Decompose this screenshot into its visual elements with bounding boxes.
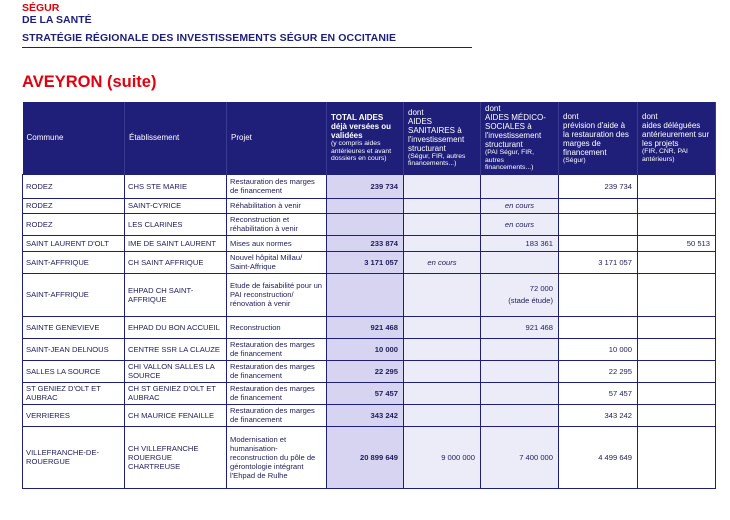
- cell-total: 10 000: [327, 338, 404, 360]
- cell-etablissement: LES CLARINES: [125, 213, 227, 235]
- cell-commune: SAINT-JEAN DELNOUS: [23, 338, 125, 360]
- col-deleguees: [638, 102, 716, 174]
- cell-commune: VILLEFRANCHE-DE-ROUERGUE: [23, 426, 125, 488]
- cell-sanitaires: [404, 404, 481, 426]
- col-etablissement: Établissement: [125, 102, 227, 174]
- cell-marges: 10 000: [559, 338, 638, 360]
- cell-medico: [481, 382, 559, 404]
- cell-medico: [481, 404, 559, 426]
- cell-projet: Nouvel hôpital Millau/ Saint-Affrique: [227, 251, 327, 273]
- col-marges-main: prévision d'aide à la restauration des marges de financement: [563, 120, 629, 157]
- col-deleguees-note: (FIR, CNR, PAI antérieurs): [642, 148, 688, 163]
- cell-medico: [481, 338, 559, 360]
- col-projet: Projet: [227, 102, 327, 174]
- cell-commune: RODEZ: [23, 198, 125, 213]
- cell-commune: ST GENIEZ D'OLT ET AUBRAC: [23, 382, 125, 404]
- cell-medico: [481, 174, 559, 198]
- cell-etablissement: SAINT-CYRICE: [125, 198, 227, 213]
- cell-sanitaires: 9 000 000: [404, 426, 481, 488]
- cell-commune: SAINT LAURENT D'OLT: [23, 235, 125, 251]
- cell-etablissement: EHPAD DU BON ACCUEIL: [125, 316, 227, 338]
- table-row: [23, 360, 716, 382]
- table-row: [23, 382, 716, 404]
- cell-medico: en cours: [481, 213, 559, 235]
- cell-medico: [481, 251, 559, 273]
- cell-deleguees: [638, 338, 716, 360]
- cell-etablissement: CHI VALLON SALLES LA SOURCE: [125, 360, 227, 382]
- cell-sanitaires: [404, 198, 481, 213]
- table-row: [23, 235, 716, 251]
- col-total-note: (y compris aides antérieures et avant dossiers en cours): [331, 140, 392, 162]
- cell-projet: Restauration des marges de financement: [227, 382, 327, 404]
- table-row: [23, 426, 716, 488]
- cell-medico: [481, 360, 559, 382]
- cell-marges: [559, 235, 638, 251]
- header-divider: [22, 47, 472, 48]
- table-row: [23, 316, 716, 338]
- cell-total: 343 242: [327, 404, 404, 426]
- col-marges-dont: dont: [563, 111, 579, 121]
- cell-commune: RODEZ: [23, 213, 125, 235]
- col-total-main: TOTAL AIDES déjà versées ou validées: [331, 113, 392, 140]
- cell-projet: Etude de faisabilité pour un PAI reconstruction/ rénovation à venir: [227, 273, 327, 316]
- cell-sanitaires: [404, 360, 481, 382]
- cell-marges: 3 171 057: [559, 251, 638, 273]
- cell-marges: [559, 213, 638, 235]
- table-header-row: [23, 102, 716, 174]
- table-row: [23, 213, 716, 235]
- investments-table: [22, 102, 716, 489]
- col-marges-note: (Ségur): [563, 156, 586, 164]
- cell-deleguees: 50 513: [638, 235, 716, 251]
- cell-marges: 57 457: [559, 382, 638, 404]
- col-medico-dont: dont: [485, 104, 501, 113]
- cell-projet: Restauration des marges de financement: [227, 360, 327, 382]
- cell-medico-note: (stade étude): [508, 296, 553, 305]
- cell-marges: 239 734: [559, 174, 638, 198]
- table-row: [23, 404, 716, 426]
- col-deleguees-dont: dont: [642, 112, 658, 122]
- col-medico-note: (PAI Ségur, FIR, autres financements...): [485, 149, 534, 171]
- page-subtitle: STRATÉGIE RÉGIONALE DES INVESTISSEMENTS SÉGUR EN OCCITANIE: [22, 32, 397, 44]
- col-sanitaires-note: (Ségur, FIR, autres financements...): [408, 152, 466, 168]
- cell-commune: SAINT-AFFRIQUE: [23, 273, 125, 316]
- cell-total: [327, 213, 404, 235]
- cell-commune: SAINT-AFFRIQUE: [23, 251, 125, 273]
- cell-sanitaires: en cours: [404, 251, 481, 273]
- cell-medico-value: 72 000: [529, 284, 553, 293]
- cell-projet: Restauration des marges de financement: [227, 338, 327, 360]
- cell-sanitaires: [404, 273, 481, 316]
- cell-projet: Réhabilitation à venir: [227, 198, 327, 213]
- cell-etablissement: CH VILLEFRANCHE ROUERGUE CHARTREUSE: [125, 426, 227, 488]
- col-total: [327, 102, 404, 174]
- cell-sanitaires: [404, 174, 481, 198]
- cell-marges: [559, 316, 638, 338]
- cell-deleguees: [638, 404, 716, 426]
- cell-total: [327, 273, 404, 316]
- segur-logo-text: [22, 2, 92, 26]
- cell-deleguees: [638, 360, 716, 382]
- col-commune: Commune: [23, 102, 125, 174]
- cell-projet: Modernisation et humanisation- reconstruction du pôle de gérontologie intégrant l'Ehpad de Rulhe: [227, 426, 327, 488]
- cell-sanitaires: [404, 235, 481, 251]
- col-sanitaires-main: AIDES SANITAIRES à l'investissement structurant: [408, 116, 465, 153]
- cell-sanitaires: [404, 338, 481, 360]
- col-medico-main: AIDES MÉDICO-SOCIALES à l'investissement structurant: [485, 113, 546, 149]
- cell-total: 233 874: [327, 235, 404, 251]
- cell-marges: [559, 273, 638, 316]
- cell-deleguees: [638, 174, 716, 198]
- cell-etablissement: CH SAINT AFFRIQUE: [125, 251, 227, 273]
- cell-deleguees: [638, 316, 716, 338]
- cell-marges: 4 499 649: [559, 426, 638, 488]
- cell-etablissement: CH MAURICE FENAILLE: [125, 404, 227, 426]
- cell-medico: 921 468: [481, 316, 559, 338]
- cell-medico: 7 400 000: [481, 426, 559, 488]
- col-sanitaires: [404, 102, 481, 174]
- cell-total: 239 734: [327, 174, 404, 198]
- cell-etablissement: CHS STE MARIE: [125, 174, 227, 198]
- cell-deleguees: [638, 273, 716, 316]
- cell-etablissement: IME DE SAINT LAURENT: [125, 235, 227, 251]
- cell-etablissement: CENTRE SSR LA CLAUZE: [125, 338, 227, 360]
- cell-medico: en cours: [481, 198, 559, 213]
- table-row: [23, 338, 716, 360]
- cell-sanitaires: [404, 382, 481, 404]
- col-marges: [559, 102, 638, 174]
- col-sanitaires-dont: dont: [408, 107, 424, 117]
- cell-marges: [559, 198, 638, 213]
- table-row: [23, 251, 716, 273]
- cell-marges: 343 242: [559, 404, 638, 426]
- cell-sanitaires: [404, 213, 481, 235]
- cell-etablissement: EHPAD CH SAINT-AFFRIQUE: [125, 273, 227, 316]
- cell-projet: Reconstruction: [227, 316, 327, 338]
- col-deleguees-main: aides déléguées antérieurement sur les projets: [642, 121, 710, 149]
- cell-projet: Restauration des marges de financement: [227, 174, 327, 198]
- cell-marges: 22 295: [559, 360, 638, 382]
- table-row: [23, 198, 716, 213]
- cell-sanitaires: [404, 316, 481, 338]
- cell-deleguees: [638, 382, 716, 404]
- region-title: AVEYRON (suite): [22, 73, 157, 91]
- cell-deleguees: [638, 426, 716, 488]
- cell-projet: Reconstruction et réhabilitation à venir: [227, 213, 327, 235]
- cell-total: 921 468: [327, 316, 404, 338]
- cell-commune: VERRIERES: [23, 404, 125, 426]
- cell-commune: SAINTE GENEVIEVE: [23, 316, 125, 338]
- cell-deleguees: [638, 251, 716, 273]
- table-row: [23, 174, 716, 198]
- cell-deleguees: [638, 213, 716, 235]
- cell-total: 57 457: [327, 382, 404, 404]
- title-line-2: DE LA SANTÉ: [22, 14, 92, 26]
- cell-etablissement: CH ST GENIEZ D'OLT ET AUBRAC: [125, 382, 227, 404]
- cell-total: 3 171 057: [327, 251, 404, 273]
- cell-projet: Mises aux normes: [227, 235, 327, 251]
- cell-medico: 183 361: [481, 235, 559, 251]
- cell-commune: SALLES LA SOURCE: [23, 360, 125, 382]
- cell-total: 22 295: [327, 360, 404, 382]
- title-line-1: SÉGUR: [22, 2, 60, 14]
- cell-projet: Restauration des marges de financement: [227, 404, 327, 426]
- cell-total: [327, 198, 404, 213]
- table-row: [23, 273, 716, 316]
- cell-deleguees: [638, 198, 716, 213]
- col-medico-sociales: [481, 102, 559, 174]
- cell-commune: RODEZ: [23, 174, 125, 198]
- cell-medico: [481, 273, 559, 316]
- cell-total: 20 899 649: [327, 426, 404, 488]
